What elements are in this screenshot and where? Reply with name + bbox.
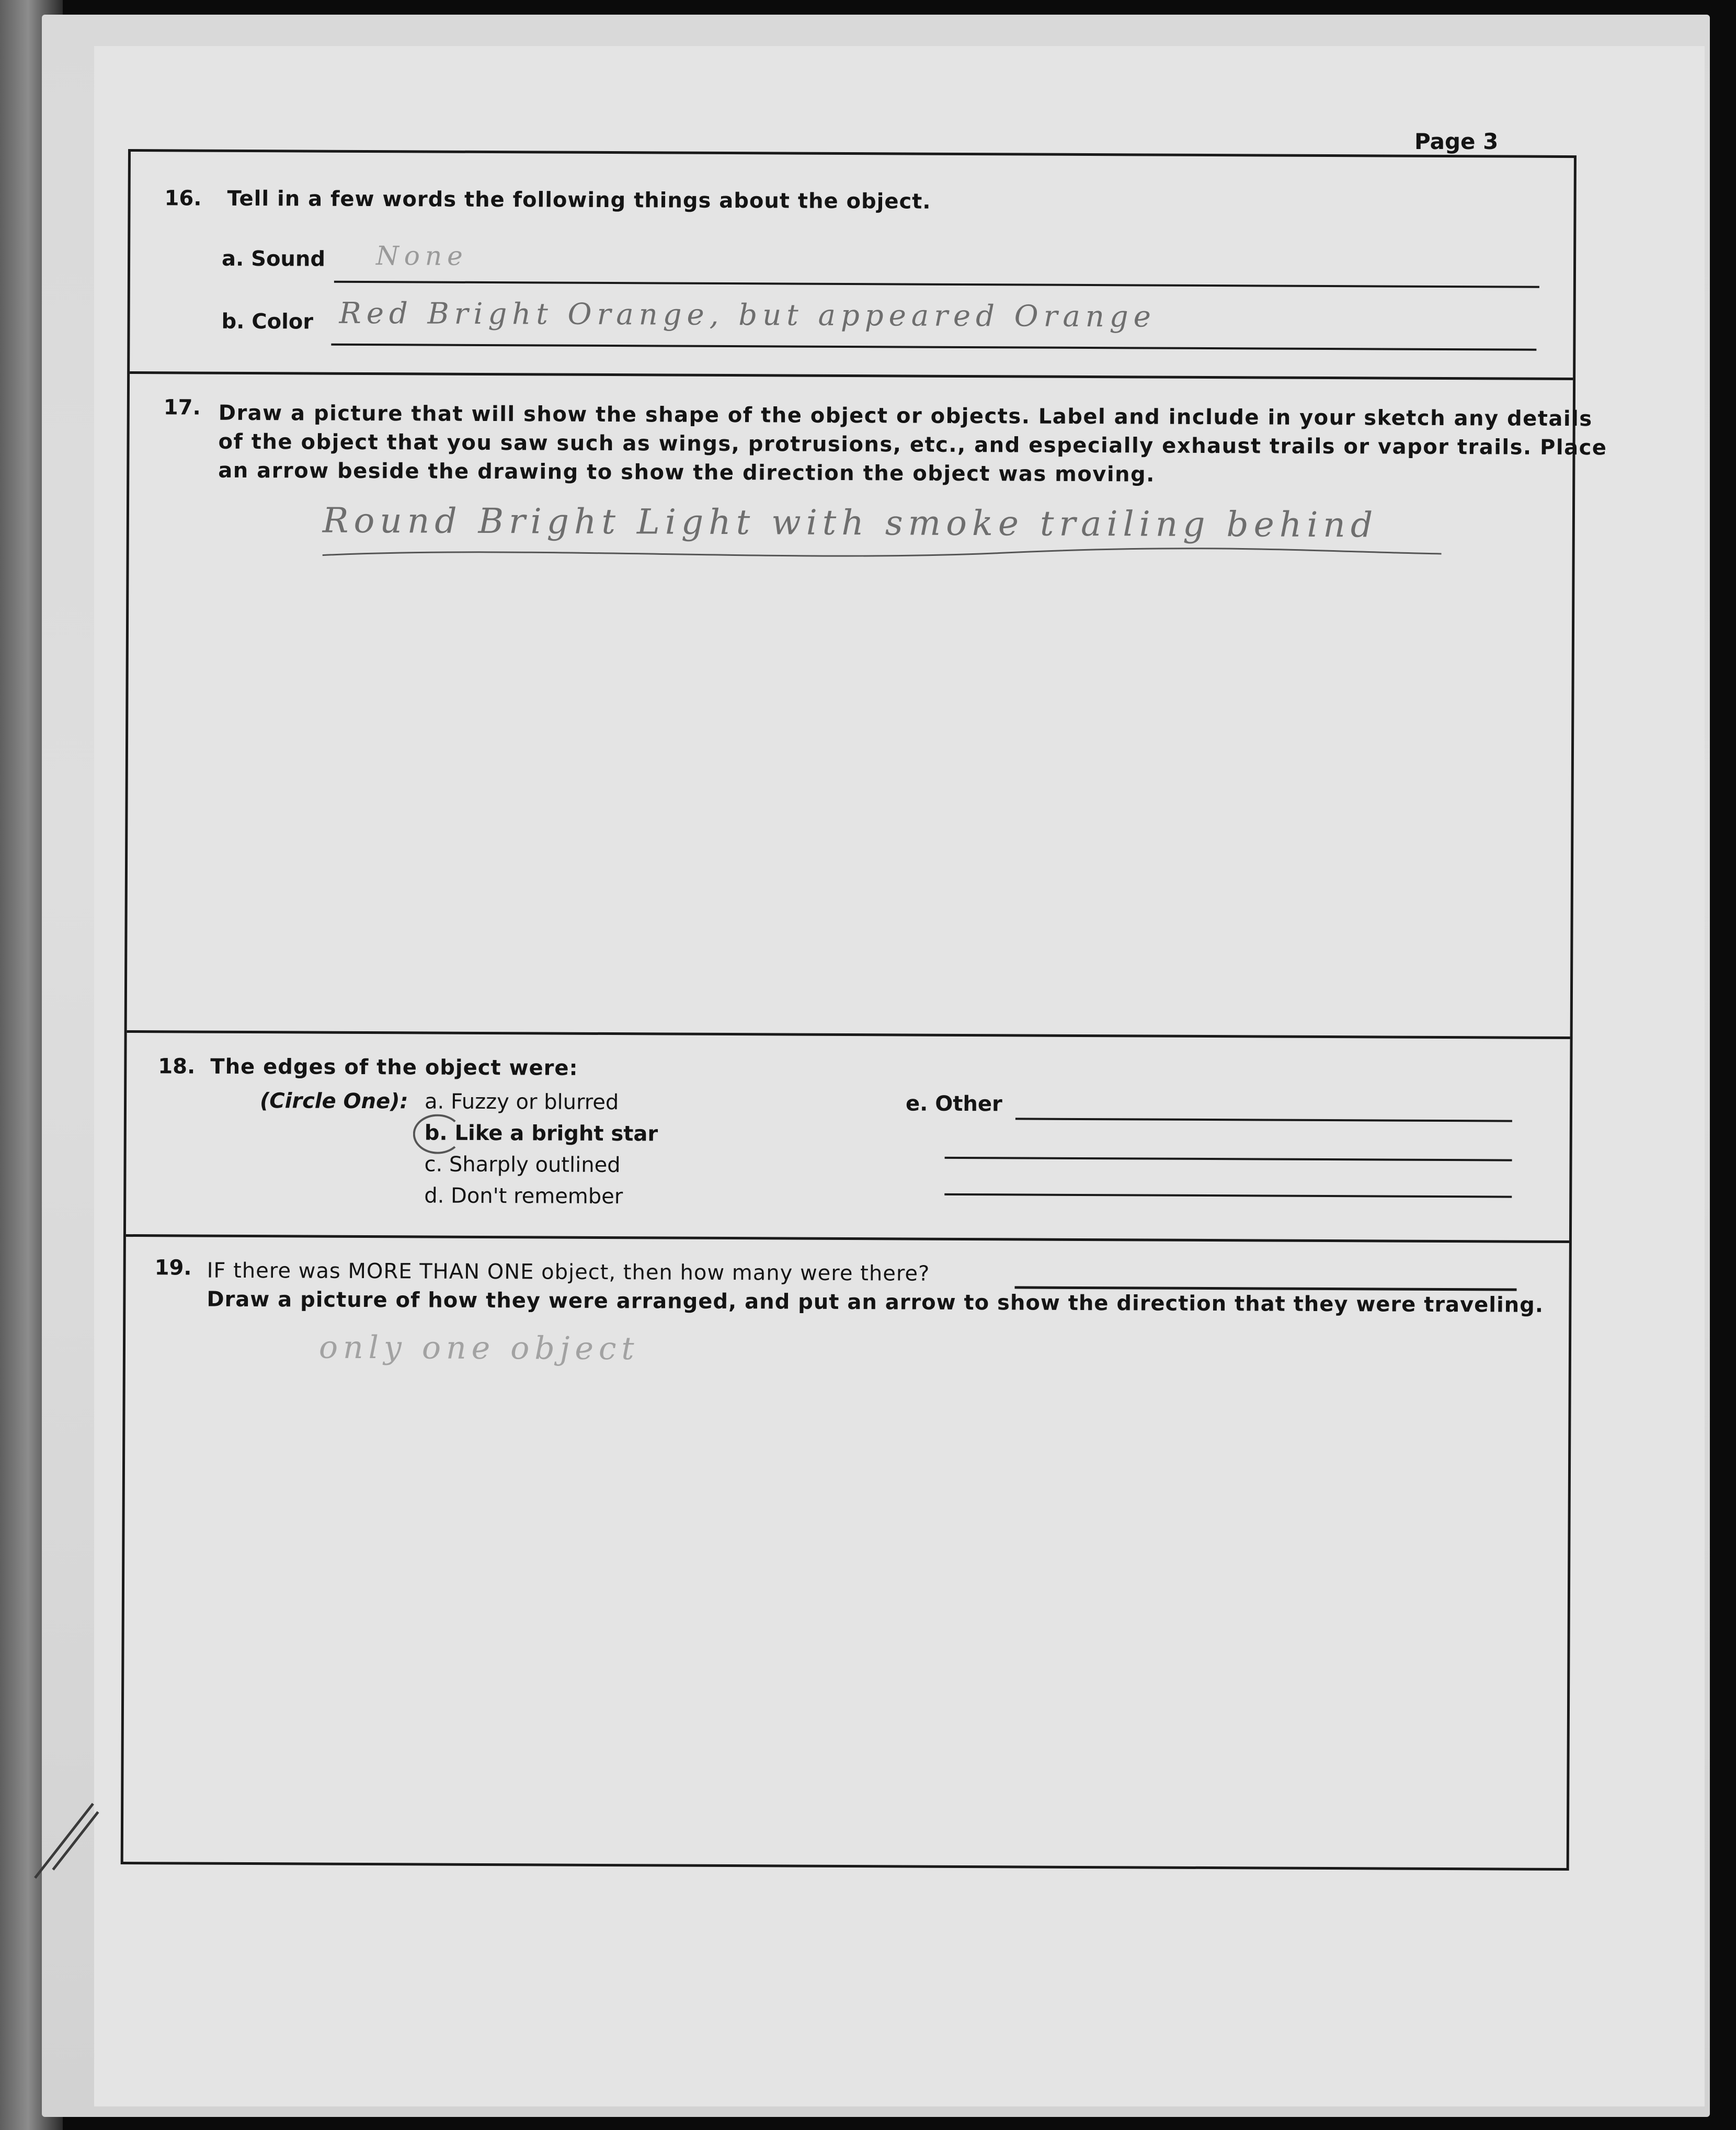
q18-option-e-label: e. Other (905, 1091, 1002, 1117)
q16-prompt: Tell in a few words the following things about the object. (227, 186, 931, 214)
q16a-line (334, 281, 1539, 288)
q19-line2: Draw a picture of how they were arranged, and put an arrow to show the direction that they were traveling. (207, 1287, 1544, 1317)
q18-prompt: The edges of the object were: (210, 1054, 578, 1080)
q16a-answer: None (375, 241, 468, 271)
q18-option-c: c. Sharply outlined (424, 1152, 621, 1178)
divider-17-18 (127, 1030, 1570, 1039)
q19-number: 19. (154, 1256, 192, 1280)
q18-option-a: a. Fuzzy or blurred (424, 1089, 619, 1115)
divider-18-19 (126, 1234, 1569, 1243)
q18-other-line1 (1015, 1118, 1512, 1122)
q18-other-line3 (944, 1193, 1512, 1198)
q19-line1: IF there was MORE THAN ONE object, then how many were there? (207, 1258, 930, 1286)
q16b-answer: Red Bright Orange, but appeared Orange (339, 296, 1156, 334)
q17-line2: of the object that you saw such as wings, protrusions, etc., and especially exhaust trails or vapor trails. Place (218, 429, 1607, 460)
q18-option-b: b. Like a bright star (424, 1121, 658, 1146)
q18-number: 18. (158, 1054, 196, 1079)
q16a-label: a. Sound (221, 246, 326, 271)
q18-other-line2 (945, 1157, 1512, 1161)
q16-number: 16. (164, 186, 202, 211)
q19-answer: only one object (318, 1329, 639, 1368)
q18-selection-circle (413, 1114, 462, 1154)
form-box (121, 149, 1607, 1871)
q17-underline-stroke (323, 540, 1442, 571)
q17-number: 17. (163, 395, 201, 420)
q18-circle-label: (Circle One): (259, 1089, 408, 1114)
page-number: Page 3 (1414, 129, 1499, 154)
q17-line3: an arrow beside the drawing to show the direction the object was moving. (218, 458, 1156, 487)
q18-option-d: d. Don't remember (424, 1183, 623, 1209)
q17-line1: Draw a picture that will show the shape of the object or objects. Label and include in your sketch any details (218, 401, 1593, 431)
q16b-label: b. Color (221, 309, 314, 334)
q16b-line (331, 344, 1536, 351)
q17-answer: Round Bright Light with smoke trailing behind (322, 500, 1378, 545)
divider-16-17 (130, 371, 1573, 380)
